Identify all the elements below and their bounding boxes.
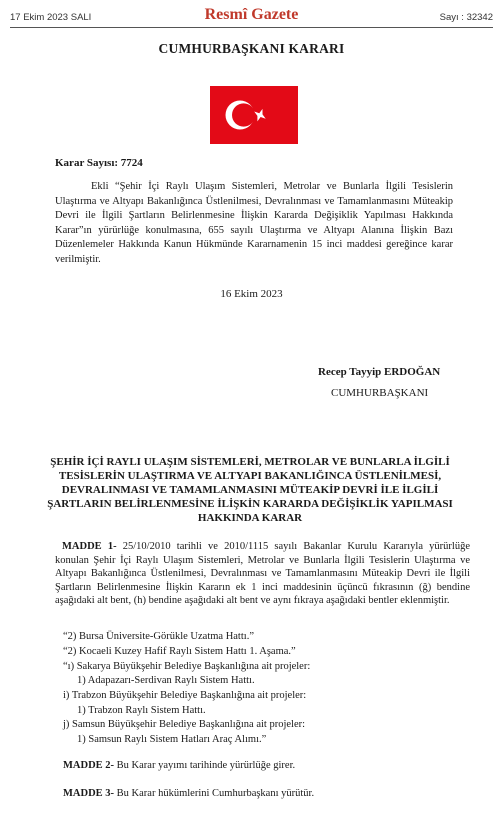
list-item: “2) Kocaeli Kuzey Hafif Raylı Sistem Hattı 1. Aşama.” [63,646,296,657]
header-divider [10,27,493,28]
issue-number: Sayı : 32342 [439,12,493,23]
article-1 [55,540,470,608]
list-item: 1) Samsun Raylı Sistem Hatları Araç Alımı.” [77,734,267,745]
signer-name: Recep Tayyip ERDOĞAN [318,366,441,378]
decision-date: 16 Ekim 2023 [220,288,283,300]
decision-number: Karar Sayısı: 7724 [55,157,143,169]
article-3-text: Bu Karar hükümlerini Cumhurbaşkanı yürütür. [114,788,315,799]
document-title: CUMHURBAŞKANI KARARI [158,41,345,56]
article-1-text: 25/10/2010 tarihli ve 2010/1115 sayılı Bakanlar Kurulu Kararıyla yürürlüğe konulan Şehir İçi Raylı Ulaşım Sistemleri, Metrolar ve Bunlarla İlgili Tesislerin Ulaştırma ve Altyapı Bakanlığınca Üstlenilmesi, Devralınması ve Tamamlanmasını Müteakip Devri ile İlgili Şartların Belirlenmesine İlişkin Kararın ek 1 inci maddesinin üçüncü fıkrasının (ğ) bendine aşağıdaki alt bent, (h) bendine aşağıdaki alt bent ve aynı fıkraya aşağıdaki bentler eklenmiştir. [55,541,470,606]
publication-title: Resmî Gazete [204,6,299,23]
list-item: “2) Bursa Üniversite-Görükle Uzatma Hattı.” [63,631,254,642]
article-2-label: MADDE 2- [63,760,115,771]
turkish-flag-icon [210,86,298,144]
list-item: “ı) Sakarya Büyükşehir Belediye Başkanlığına ait projeler: [63,661,311,672]
list-item: 1) Adapazarı-Serdivan Raylı Sistem Hattı. [77,675,255,686]
article-2 [63,759,295,773]
list-item: 1) Trabzon Raylı Sistem Hattı. [77,705,206,716]
intro-paragraph [55,180,453,267]
article-2-text: Bu Karar yayımı tarihinde yürürlüğe girer. [114,760,296,771]
header-date: 17 Ekim 2023 SALI [10,12,92,23]
intro-text: Ekli “Şehir İçi Raylı Ulaşım Sistemleri, Metrolar ve Bunlarla İlgili Tesislerin Ulaştırma ve Altyapı Bakanlığınca Üstlenilmesi, Devralınması ve Tamamlanmasını Müteakip Devri ile İlgili Şartların Belirlenmesine İlişkin Kararda Değişiklik Yapılması Hakkında Karar”ın yürürlüğe konulmasına, 655 sayılı Ulaştırma ve Altyapı Alanına İlişkin Bazı Düzenlemeler Hakkında Kanun Hükmünde Kararnamenin 15 inci maddesi gereğince karar verilmiştir. [55,181,453,265]
article-1-label: MADDE 1- [62,541,117,552]
article-3 [63,787,314,801]
list-item: j) Samsun Büyükşehir Belediye Başkanlığına ait projeler: [63,719,306,730]
annex-title: ŞEHİR İÇİ RAYLI ULAŞIM SİSTEMLERİ, METROLAR VE BUNLARLA İLGİLİ TESİSLERİN ULAŞTIRMA VE ALTYAPI BAKANLIĞINCA ÜSTLENİLMESİ, DEVRALINMASI VE TAMAMLANMASINI MÜTEAKİP DEVRİ İLE İLGİLİ ŞARTLARIN BELİRLENMESİNE İLİŞKİN KARARDA DEĞİŞİKLİK YAPILMASI HAKKINDA KARAR [47,456,453,524]
article-3-label: MADDE 3- [63,788,115,799]
signer-title: CUMHURBAŞKANI [331,387,429,399]
list-item: i) Trabzon Büyükşehir Belediye Başkanlığına ait projeler: [63,690,307,701]
